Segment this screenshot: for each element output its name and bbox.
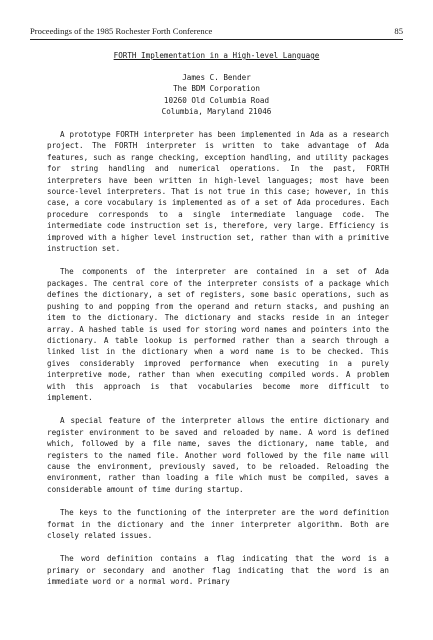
- author-block: [0, 72, 433, 118]
- author-name: James C. Bender: [182, 73, 251, 82]
- author-organization: The BDM Corporation: [173, 84, 260, 94]
- body-text: [47, 129, 389, 600]
- author-street: 10260 Old Columbia Road: [163, 95, 270, 105]
- author-city: Columbia, Maryland 21046: [161, 107, 272, 117]
- paragraph-4: The keys to the functioning of the interpreter are the word definition format in the dictionary and the inner interpreter algorithm. Both are closely related issues.: [47, 508, 389, 540]
- paragraph-5: The word definition contains a flag indicating that the word is a primary or secondary and another flag indicating that the word is an immediate word or a normal word. Primary: [47, 554, 389, 587]
- conference-name: Proceedings of the 1985 Rochester Forth Conference: [30, 26, 213, 36]
- running-header: [30, 26, 403, 36]
- page-number: 85: [394, 26, 403, 36]
- header-rule: [30, 39, 403, 40]
- paragraph-3: A special feature of the interpreter allows the entire dictionary and register environment to be saved and reloaded by name. A word is defined which, followed by a file name, saves the dictionary, name table, and registers to the named file. Another word followed by the file name will cause the environment, previously saved, to be reloaded. Reloading the environment, rather than loading a file which must be compiled, saves a considerable amount of time during startup.: [47, 416, 389, 494]
- paragraph-1: A prototype FORTH interpreter has been implemented in Ada as a research project. The FORTH interpreter is written to take advantage of Ada features, such as range checking, exception handling, and utility packages for string handling and numerical operations. In the past, FORTH interpreters have been written in high-level languages; most have been source-level interpreters. That is not true in this case; however, in this case, a core vocabulary is implemented as of a set of Ada procedures. Each procedure corresponds to a single intermediate language code. The intermediate code instruction set is, therefore, very large. Efficiency is improved with a higher level instruction set, rather than with a primitive instruction set.: [47, 130, 389, 254]
- paper-title: FORTH Implementation in a High-level Language: [113, 51, 320, 60]
- paragraph-2: The components of the interpreter are contained in a set of Ada packages. The central core of the interpreter consists of a package which defines the dictionary, a set of registers, some basic operations, such as pushing to and popping from the operand and return stacks, and pushing an item to the dictionary. The dictionary and stacks reside in an integer array. A hashed table is used for storing word names and pointers into the dictionary. A table lookup is performed rather than a search through a linked list in the dictionary when a word name is to be checked. This gives considerably improved performance when executing in a purely interpretive mode, rather than when executing compiled words. A problem with this approach is that vocabularies become more difficult to implement.: [47, 267, 389, 402]
